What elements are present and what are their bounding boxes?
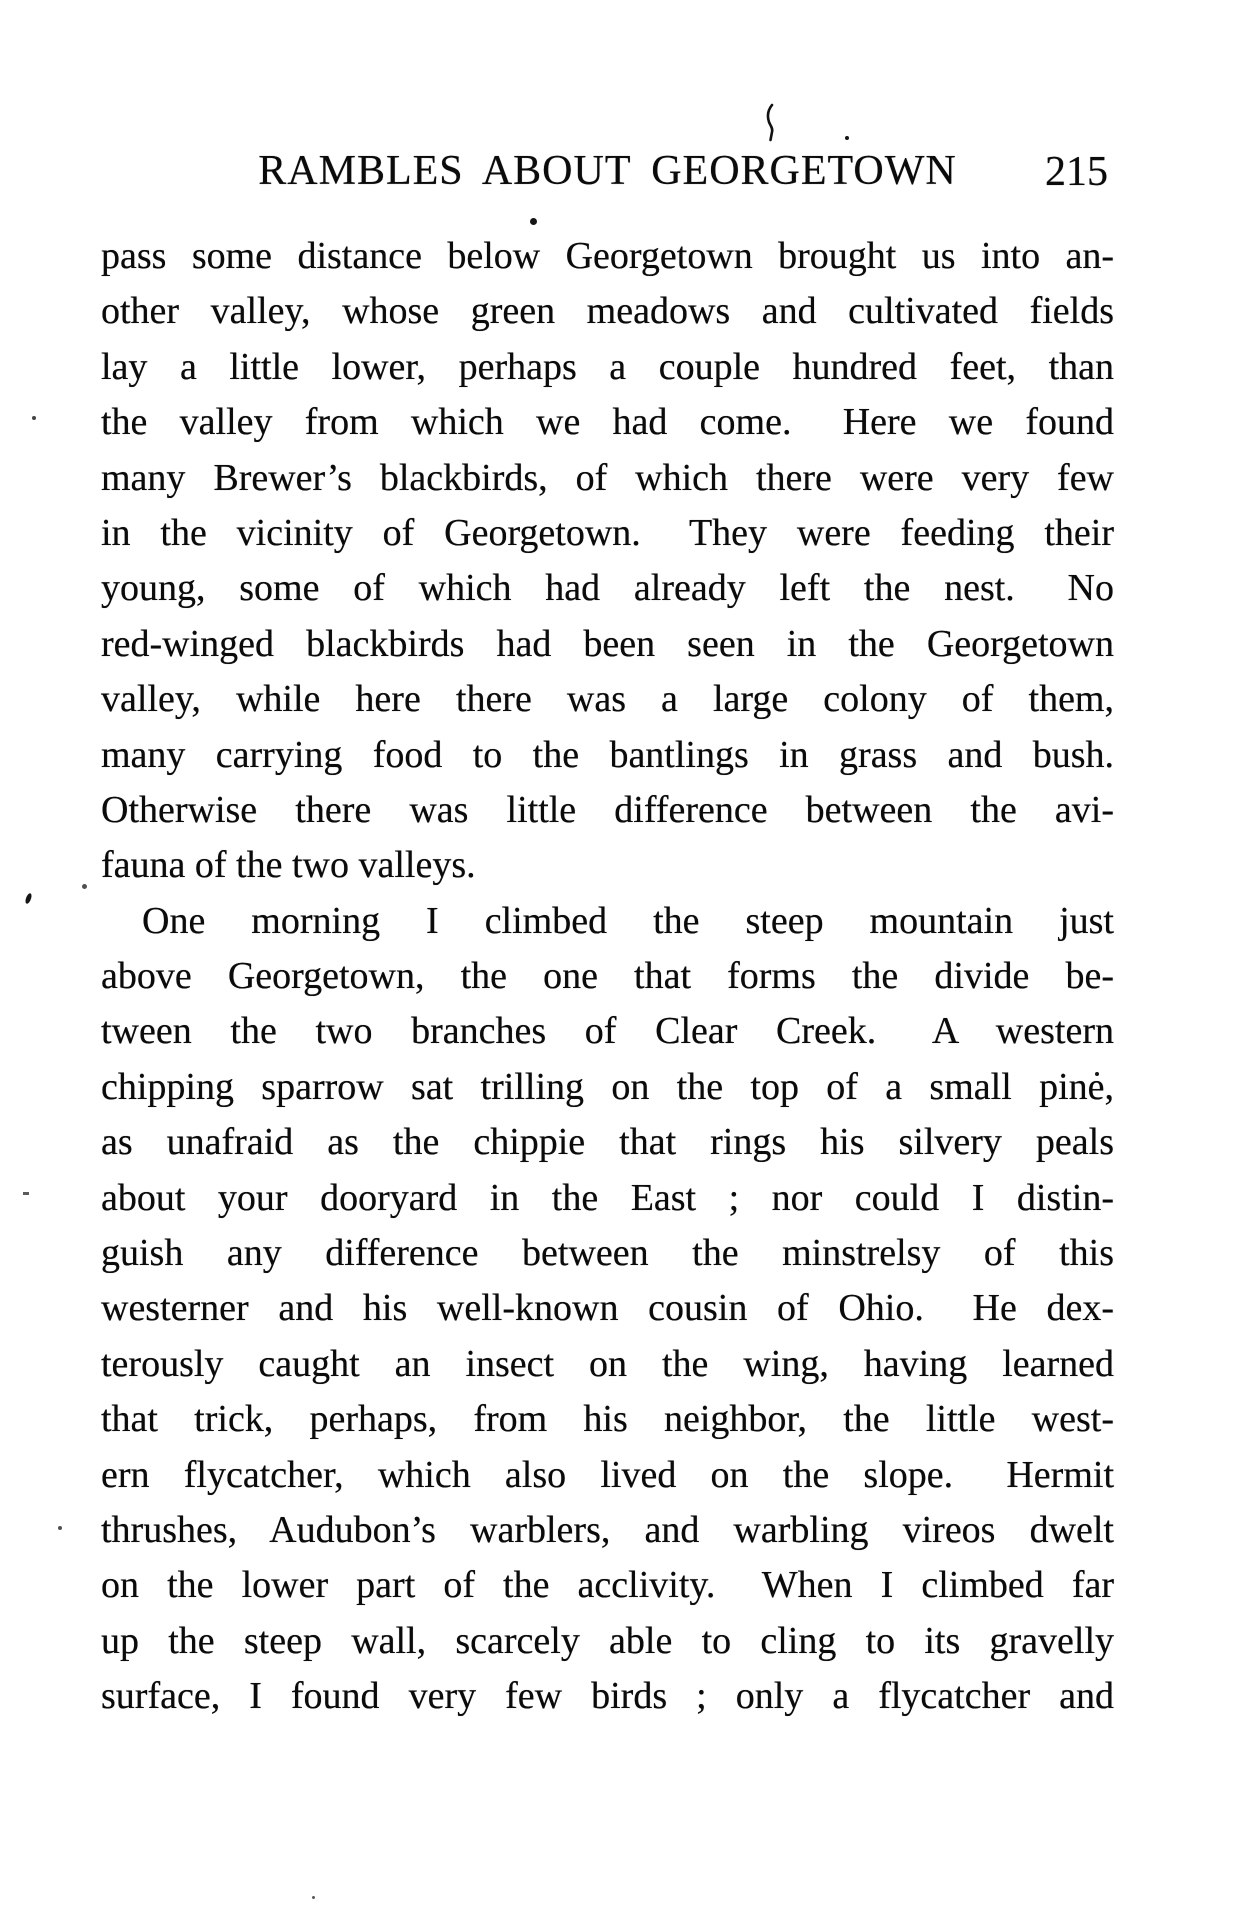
page-number: 215 [1045,149,1108,195]
text-line: guish any difference between the minstrelsy of this [101,1232,1114,1275]
text-line: westerner and his well-known cousin of Ohio. He dex- [101,1287,1114,1330]
text-line: young, some of which had already left the nest. No [101,567,1114,610]
text-line: chipping sparrow sat trilling on the top of a small pine, [101,1065,1114,1108]
text-line: surface, I found very few birds ; only a flycatcher and [101,1675,1114,1718]
text-line: many carrying food to the bantlings in grass and bush. [101,733,1114,776]
text-line: thrushes, Audubon’s warblers, and warbling vireos dwelt [101,1508,1114,1551]
text-line: ern flycatcher, which also lived on the slope. Hermit [101,1453,1114,1496]
text-line: One morning I climbed the steep mountain just [142,899,1114,942]
margin-dash-mark [23,1192,29,1195]
text-line: many Brewer’s blackbirds, of which there were very few [101,456,1114,499]
page-body [101,229,1114,1725]
ink-dot-above-text [530,218,537,225]
text-line: pass some distance below Georgetown brought us into an- [101,235,1114,277]
text-line: as unafraid as the chippie that rings his silvery peals [101,1121,1114,1164]
ink-speck [845,136,849,140]
text-line: in the vicinity of Georgetown. They were feeding their [101,511,1114,554]
text-line: red-winged blackbirds had been seen in the Georgetown [101,622,1114,665]
margin-speck [58,1526,62,1530]
text-line: valley, while here there was a large colony of them, [101,678,1114,721]
text-line: tween the two branches of Clear Creek. A western [101,1010,1114,1053]
page-header [101,146,1114,196]
text-line: up the steep wall, scarcely able to cling to its gravelly [101,1619,1114,1662]
text-line: above Georgetown, the one that forms the divide be- [101,955,1114,998]
margin-comma-mark [25,893,33,905]
text-line: Otherwise there was little difference between the avi- [101,788,1114,831]
text-line: lay a little lower, perhaps a couple hundred feet, than [101,345,1114,388]
text-line: the valley from which we had come. Here we found [101,401,1114,444]
text-line: terously caught an insect on the wing, having learned [101,1342,1114,1385]
text-line: on the lower part of the acclivity. When I climbed far [101,1564,1114,1607]
bottom-speck [312,1896,315,1899]
margin-speck [32,416,36,420]
text-line: fauna of the two valleys. [101,844,476,887]
text-line: about your dooryard in the East ; nor could I distin- [101,1176,1114,1219]
running-title: RAMBLES ABOUT GEORGETOWN [258,148,957,194]
ink-squiggle-artifact [763,103,779,143]
text-line: that trick, perhaps, from his neighbor, the little west- [101,1398,1114,1441]
margin-speck [82,884,87,889]
text-line: other valley, whose green meadows and cultivated fields [101,290,1114,333]
